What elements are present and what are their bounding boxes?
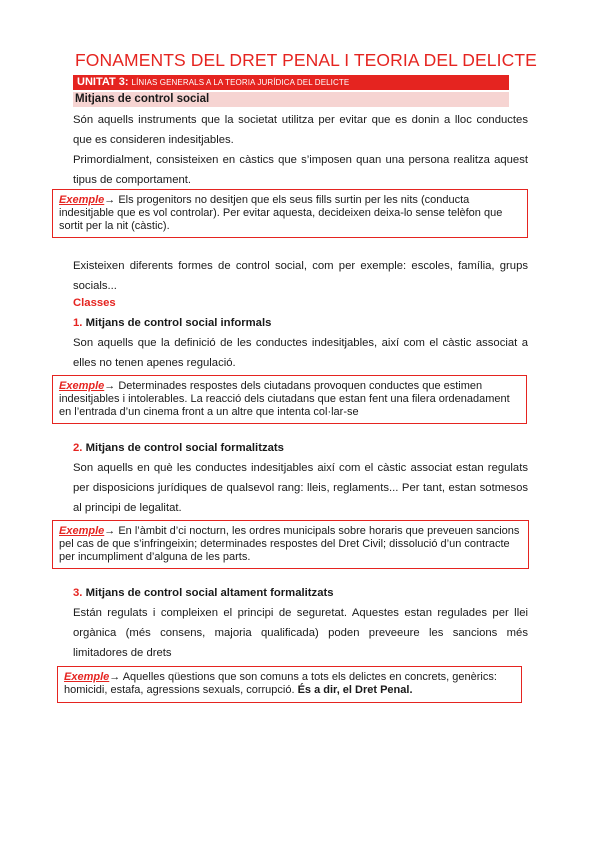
unit-label: UNITAT 3: [77, 76, 129, 88]
forms-paragraph: Existeixen diferents formes de control social, com per exemple: escoles, família, grups socials... [73, 260, 528, 292]
class3-number: 3. [73, 587, 83, 599]
classes-heading: Classes [73, 297, 116, 309]
class2-title: Mitjans de control social formalitzats [85, 442, 284, 454]
intro-paragraph-1: Són aquells instruments que la societat utilitza per evitar que es donin a lloc conductes que es consideren indesitjables. [73, 114, 528, 146]
class3-heading [73, 587, 334, 599]
section-title: Mitjans de control social [75, 93, 210, 105]
section-heading [73, 92, 509, 107]
class1-number: 1. [73, 317, 83, 329]
example-label: Exemple [59, 380, 105, 392]
class1-title: Mitjans de control social informals [85, 317, 272, 329]
example-box-2 [52, 375, 527, 424]
example-text: Els progenitors no desitjen que els seus fills surtin per les nits (conducta indesitjable que es vol controlar). Per evitar aquesta, decideixen deixa-lo sense telèfon que sortit per la nit (càstic). [59, 194, 503, 232]
class2-heading [73, 442, 284, 454]
intro-paragraph-2: Primordialment, consisteixen en càstics que s’imposen quan una persona realitza aquest tipus de comportament. [73, 154, 528, 186]
example-label: Exemple [64, 671, 110, 683]
example-box-1 [52, 189, 528, 238]
class2-number: 2. [73, 442, 83, 454]
arrow-icon: → [104, 380, 116, 392]
example-label: Exemple [59, 525, 105, 537]
class3-paragraph: Están regulats i compleixen el principi de seguretat. Aquestes estan regulades per llei orgànica (més consens, majoria qualificada) poden preveeure les sancions més limitadores de drets [73, 607, 528, 659]
class1-paragraph: Son aquells que la definició de les conductes indesitjables, així com el càstic associat a elles no tenen apenes regulació. [73, 337, 528, 369]
example-text: Aquelles qüestions que son comuns a tots els delictes en concrets, genèrics: homicidi, estafa, agressions sexuals, corrupció. [64, 671, 497, 696]
example-box-4 [57, 666, 522, 703]
arrow-icon: → [104, 525, 116, 537]
example-text: Determinades respostes dels ciutadans provoquen conductes que estimen indesitjables i intolerables. La reacció dels ciutadans que estan fent una filera ordenadament en l’entrada d’un cinema front a un altre que intenta col·lar-se [59, 380, 510, 418]
example-box-3 [52, 520, 529, 569]
class3-title: Mitjans de control social altament formalitzats [85, 587, 334, 599]
unit-subtitle: LÍNIAS GENERALS A LA TEORIA JURÍDICA DEL DELICTE [131, 78, 350, 87]
example-label: Exemple [59, 194, 105, 206]
class1-heading [73, 317, 271, 329]
unit-banner [73, 75, 509, 90]
example-conclusion: És a dir, el Dret Penal. [297, 684, 413, 696]
arrow-icon: → [104, 194, 116, 206]
example-text: En l’àmbit d’ci nocturn, les ordres municipals sobre horaris que preveuen sancions pel cas de que s’infringeixin; determinades respostes del Dret Civil; dissolució d’un contracte per incumpliment d’alguna de les parts. [59, 525, 520, 563]
document-title: FONAMENTS DEL DRET PENAL I TEORIA DEL DELICTE [75, 50, 537, 70]
arrow-icon: → [109, 671, 121, 683]
class2-paragraph: Son aquells en què les conductes indesitjables així com el càstic associat estan regulats per disposicions jurídiques de qualsevol rang: lleis, reglaments... Per tant, estan sotmesos al principi de legalitat. [73, 462, 528, 514]
